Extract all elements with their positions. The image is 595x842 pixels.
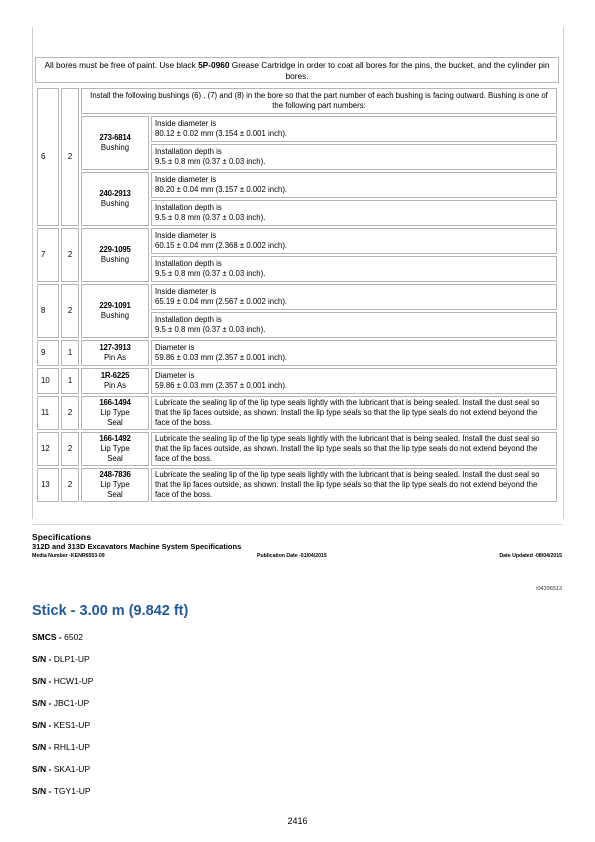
serial-value: SKA1-UP: [53, 764, 91, 774]
part-description: Bushing: [100, 199, 130, 208]
spec-label: Inside diameter is: [155, 287, 217, 296]
table-row: [37, 284, 557, 310]
specifications-title: Specifications: [32, 532, 92, 542]
part-description: Bushing: [100, 143, 130, 152]
serial-line: [32, 764, 90, 774]
item-quantity: 2: [61, 432, 79, 466]
item-quantity: 2: [61, 228, 79, 282]
sn-label: S/N -: [32, 720, 54, 730]
publication-date: Publication Date -01/04/2015: [257, 553, 327, 559]
spec-label: Installation depth is: [155, 203, 222, 212]
note-part-number: 5P-0960: [198, 60, 230, 70]
media-number: Media Number -KENR6553-09: [32, 553, 105, 559]
seal-instruction: Lubricate the sealing lip of the lip type seals lightly with the lubricant that is being sealed. Install the dust seal so that the lip faces outside, as shown. Install the lip type seals so that the lip type seals do not extend beyond the face of the boss.: [151, 432, 557, 466]
part-description: Lip Type: [100, 408, 130, 417]
note-text-prefix: All bores must be free of paint. Use black: [44, 60, 199, 70]
sn-label: S/N -: [32, 742, 54, 752]
bushing-instruction: Install the following bushings (6) , (7) and (8) in the bore so that the part number of each bushing is facing outward. Bushing is one of the following part numbers:: [81, 88, 557, 114]
spec-label: Diameter is: [155, 343, 195, 352]
paint-note: [35, 57, 559, 83]
item-number: 12: [37, 432, 59, 466]
document-subtitle: 312D and 313D Excavators Machine System Specifications: [32, 542, 242, 551]
spec-cell: [151, 228, 557, 254]
part-number: 229-1095: [99, 245, 131, 254]
smcs-value: 6502: [64, 632, 84, 642]
spec-cell: [151, 284, 557, 310]
part-description: Lip Type: [100, 480, 130, 489]
page-number: 2416: [287, 816, 308, 826]
spec-cell: [151, 116, 557, 142]
serial-value: HCW1-UP: [53, 676, 94, 686]
spec-value: 80.12 ± 0.02 mm (3.154 ± 0.001 inch).: [155, 129, 288, 138]
serial-value: RHL1-UP: [53, 742, 91, 752]
part-cell: [81, 340, 149, 366]
serial-line: [32, 720, 90, 730]
part-number: 166-1494: [99, 398, 131, 407]
table-row: [37, 116, 557, 142]
serial-value: KES1-UP: [53, 720, 91, 730]
serial-line: [32, 654, 90, 664]
spec-cell: [151, 312, 557, 338]
item-quantity: 2: [61, 396, 79, 430]
part-description: Bushing: [100, 311, 130, 320]
spec-value: 9.5 ± 0.8 mm (0.37 ± 0.03 inch).: [155, 157, 266, 166]
item-quantity: 2: [61, 468, 79, 502]
divider: [32, 524, 562, 525]
spec-cell: [151, 368, 557, 394]
spec-value: 65.19 ± 0.04 mm (2.567 ± 0.002 inch).: [155, 297, 288, 306]
serial-value: JBC1-UP: [53, 698, 90, 708]
spec-label: Inside diameter is: [155, 231, 217, 240]
spec-label: Installation depth is: [155, 259, 222, 268]
parts-table: [35, 86, 559, 504]
table-row: [37, 432, 557, 466]
part-description: Pin As: [103, 353, 127, 362]
spec-label: Diameter is: [155, 371, 195, 380]
sn-label: S/N -: [32, 676, 54, 686]
seal-instruction: Lubricate the sealing lip of the lip type seals lightly with the lubricant that is being sealed. Install the dust seal so that the lip faces outside, as shown. Install the lip type seals so that the lip type seals do not extend beyond the face of the boss.: [151, 396, 557, 430]
note-text-suffix: Grease Cartridge in order to coat all bores for the pins, the bucket, and the cylinder pin bores.: [229, 60, 550, 81]
part-cell: [81, 116, 149, 170]
sn-label: S/N -: [32, 654, 54, 664]
part-description: Pin As: [103, 381, 127, 390]
spec-label: Inside diameter is: [155, 175, 217, 184]
serial-value: DLP1-UP: [53, 654, 90, 664]
item-quantity: 1: [61, 340, 79, 366]
part-number: 273-6814: [99, 133, 131, 142]
item-number: 13: [37, 468, 59, 502]
part-cell: [81, 172, 149, 226]
spec-value: 60.15 ± 0.04 mm (2.368 ± 0.002 inch).: [155, 241, 288, 250]
spec-cell: [151, 200, 557, 226]
table-row: [37, 468, 557, 502]
part-cell: [81, 468, 149, 502]
item-number: 11: [37, 396, 59, 430]
part-number: 127-3913: [99, 343, 131, 352]
item-number: 10: [37, 368, 59, 394]
table-row: [37, 88, 557, 114]
page-heading: Stick - 3.00 m (9.842 ft): [32, 603, 189, 619]
sn-label: S/N -: [32, 764, 54, 774]
serial-line: [32, 698, 89, 708]
part-number: 1R-6225: [100, 371, 130, 380]
part-cell: [81, 432, 149, 466]
part-cell: [81, 228, 149, 282]
part-description: Seal: [107, 490, 123, 499]
part-cell: [81, 284, 149, 338]
item-number: 8: [37, 284, 59, 338]
item-quantity: 2: [61, 284, 79, 338]
table-row: [37, 172, 557, 198]
serial-value: TGY1-UP: [53, 786, 91, 796]
part-description: Bushing: [100, 255, 130, 264]
item-quantity: 2: [61, 88, 79, 226]
spec-cell: [151, 256, 557, 282]
part-cell: [81, 368, 149, 394]
sn-label: S/N -: [32, 698, 54, 708]
table-row: [37, 396, 557, 430]
serial-line: [32, 786, 91, 796]
part-description: Lip Type: [100, 444, 130, 453]
part-number: 166-1492: [99, 434, 131, 443]
spec-value: 9.5 ± 0.8 mm (0.37 ± 0.03 inch).: [155, 213, 266, 222]
spec-label: Installation depth is: [155, 147, 222, 156]
seal-instruction: Lubricate the sealing lip of the lip type seals lightly with the lubricant that is being sealed. Install the dust seal so that the lip faces outside, as shown. Install the lip type seals so that the lip type seals do not extend beyond the face of the boss.: [151, 468, 557, 502]
spec-label: Inside diameter is: [155, 119, 217, 128]
spec-value: 9.5 ± 0.8 mm (0.37 ± 0.03 inch).: [155, 269, 266, 278]
spec-value: 9.5 ± 0.8 mm (0.37 ± 0.03 inch).: [155, 325, 266, 334]
spec-label: Installation depth is: [155, 315, 222, 324]
item-number: 7: [37, 228, 59, 282]
serial-line: [32, 742, 90, 752]
reference-id: i04396513: [536, 586, 562, 592]
sn-label: S/N -: [32, 786, 54, 796]
part-description: Seal: [107, 418, 123, 427]
part-cell: [81, 396, 149, 430]
spec-cell: [151, 340, 557, 366]
smcs-label: SMCS -: [32, 632, 65, 642]
part-description: Seal: [107, 454, 123, 463]
date-updated: Date Updated -08/04/2015: [499, 553, 562, 559]
spec-value: 80.20 ± 0.04 mm (3.157 ± 0.002 inch).: [155, 185, 288, 194]
spec-value: 59.86 ± 0.03 mm (2.357 ± 0.001 inch).: [155, 381, 288, 390]
spec-cell: [151, 172, 557, 198]
table-row: [37, 228, 557, 254]
table-row: [37, 340, 557, 366]
table-row: [37, 368, 557, 394]
item-number: 9: [37, 340, 59, 366]
part-number: 248-7836: [99, 470, 131, 479]
part-number: 240-2913: [99, 189, 131, 198]
smcs-line: [32, 632, 83, 642]
spec-cell: [151, 144, 557, 170]
item-number: 6: [37, 88, 59, 226]
part-number: 229-1091: [99, 301, 131, 310]
spec-value: 59.86 ± 0.03 mm (2.357 ± 0.001 inch).: [155, 353, 288, 362]
item-quantity: 1: [61, 368, 79, 394]
serial-line: [32, 676, 93, 686]
